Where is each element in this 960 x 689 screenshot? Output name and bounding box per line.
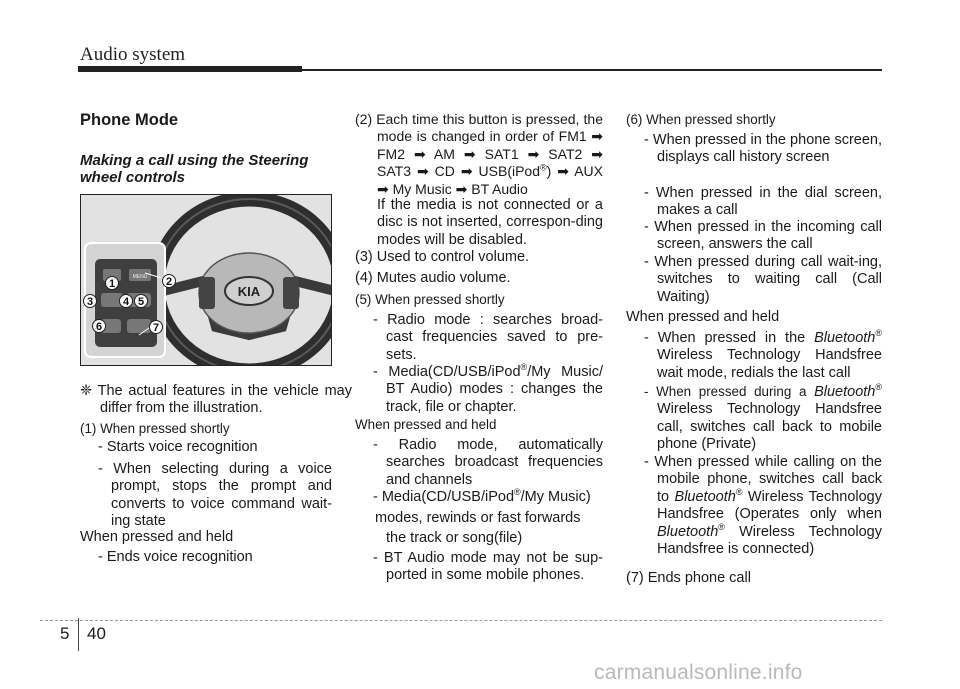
callout-1: 1 [108,278,116,290]
callout-3: 3 [86,296,94,308]
subsection-title: Making a call using the Steering wheel controls [80,152,309,186]
chapter-number: 5 [60,624,70,643]
callout-5: 5 [137,296,145,308]
item-5-title: (5) When pressed shortly [355,292,505,307]
logo-text: KIA [237,284,261,299]
item-2-note: If the media is not connected or a disc is not inserted, correspon-ding modes will be disabled. [377,197,603,248]
callout-2: 2 [165,276,173,288]
item-6-held-title: When pressed and held [626,309,780,325]
steering-wheel-illustration [80,194,332,366]
item-1-bullet-1: - Starts voice recognition [98,439,258,455]
item-5-held-title: When pressed and held [355,417,497,432]
section-title: Phone Mode [80,111,179,129]
item-6-bullet-1: - When pressed in the phone screen, displays call history screen [644,132,882,166]
callout-7: 7 [152,322,160,334]
callout-6: 6 [95,321,103,333]
item-1-held-title: When pressed and held [80,529,234,545]
item-1-held-bullet-1: - Ends voice recognition [98,549,253,565]
item-6-held-bullet-2: - When pressed during a Bluetooth® Wireless Technology Handsfree call, switches call back to mobile phone (Private) [644,382,882,453]
header-rule-thin [302,69,882,71]
item-6-held-bullet-3: - When pressed while calling on the mobile phone, switches call back to Bluetooth® Wireless Technology Handsfree (Operates only when Bluetooth® Wireless Technology Handsfree is connected) [644,454,882,558]
steering-wheel-drawing [81,195,332,366]
item-4-text: (4) Mutes audio volume. [355,270,511,286]
callout-4: 4 [122,296,130,308]
header-title: Audio system [80,44,186,65]
item-6-title: (6) When pressed shortly [626,112,776,127]
item-5-bullet-2: - Media(CD/USB/iPod®/My Music/ BT Audio) modes : changes the track, file or chapter. [373,362,603,415]
page-number: 40 [87,624,106,643]
item-7-text: (7) Ends phone call [626,570,751,586]
item-6-bullet-4: - When pressed during call wait-ing, switches to waiting call (Call Waiting) [644,254,882,305]
item-5-held-bullet-2-line-3: the track or song(file) [386,530,523,546]
watermark: carmanualsonline.info [594,661,803,684]
footer-divider [40,620,882,621]
item-5-held-bullet-3: - BT Audio mode may not be sup-ported in some mobile phones. [373,550,603,584]
item-5-bullet-1: - Radio mode : searches broad-cast frequencies saved to pre-sets. [373,312,603,363]
item-6-bullet-2: - When pressed in the dial screen, makes a call [644,185,882,219]
svg-text:MENU: MENU [132,274,148,280]
item-3-text: (3) Used to control volume. [355,249,530,265]
header-rule-thick [78,66,302,72]
item-6-bullet-3: - When pressed in the incoming call screen, answers the call [644,219,882,253]
item-5-held-bullet-2-line-2: modes, rewinds or fast forwards [375,510,581,526]
item-1-title: (1) When pressed shortly [80,421,230,436]
footer-separator [78,618,79,651]
item-5-held-bullet-2-line-1: - Media(CD/USB/iPod®/My Music) [373,487,591,505]
item-2-text: (2) Each time this button is pressed, the mode is changed in order of FM1 ➡ FM2 ➡ AM ➡ SAT1 ➡ SAT2 ➡ SAT3 ➡ CD ➡ USB(iPod®) ➡ AUX ➡ My Music ➡ BT Audio [355,111,604,197]
illustration-note: ❈ The actual features in the vehicle may differ from the illustration. [80,383,352,417]
item-6-held-bullet-1: - When pressed in the Bluetooth® Wireless Technology Handsfree wait mode, redials the last call [644,328,882,381]
item-5-held-bullet-1: - Radio mode, automatically searches broadcast frequencies and channels [373,437,603,488]
item-1-bullet-2: - When selecting during a voice prompt, stops the prompt and converts to voice command wait-ing state [98,461,332,530]
